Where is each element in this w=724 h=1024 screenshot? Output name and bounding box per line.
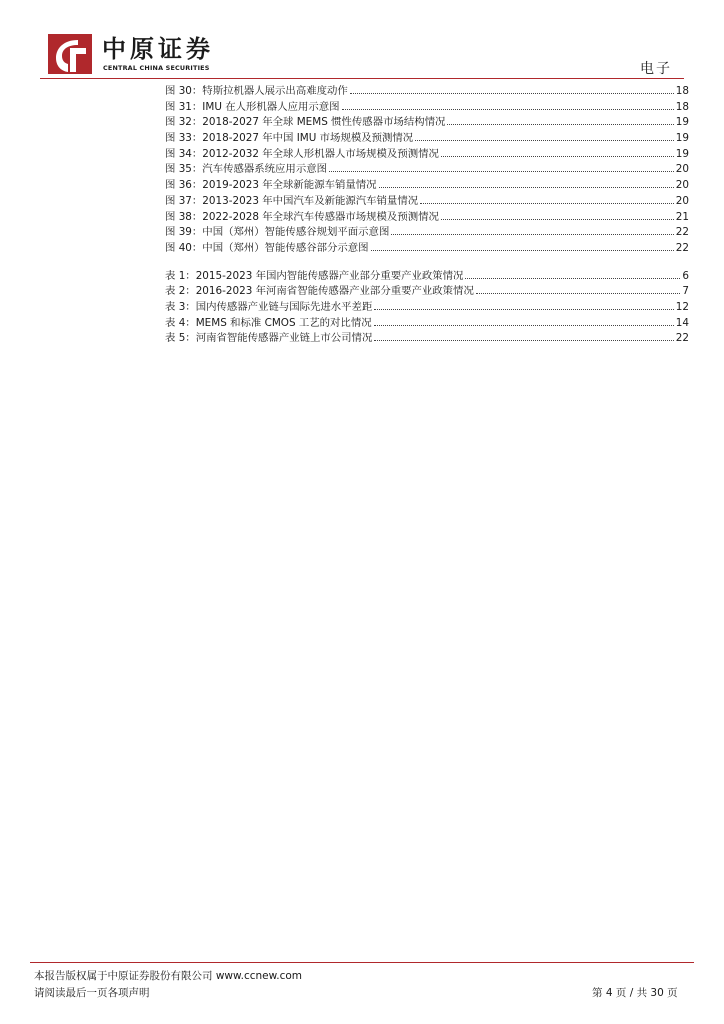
toc-entry-page: 6: [682, 269, 689, 282]
toc-entry-label: 图 33：2018-2027 年中国 IMU 市场规模及预测情况: [165, 132, 414, 145]
list-spacer: [165, 257, 689, 269]
toc-entry-label: 表 3：国内传感器产业链与国际先进水平差距: [165, 300, 373, 313]
toc-entry-label: 图 37：2013-2023 年中国汽车及新能源汽车销量情况: [165, 194, 419, 207]
toc-entry-label: 图 38：2022-2028 年全球汽车传感器市场规模及预测情况: [165, 210, 439, 223]
section-label: 电子: [640, 61, 672, 77]
dot-leader: [391, 234, 673, 235]
dot-leader: [371, 250, 674, 251]
toc-entry-label: 表 1：2015-2023 年国内智能传感器产业部分重要产业政策情况: [165, 269, 464, 282]
figure-entry[interactable]: [165, 84, 689, 100]
page-header: [0, 0, 724, 80]
toc-entry-page: 7: [682, 285, 689, 298]
logo-mark-icon: [48, 34, 92, 74]
figure-entry[interactable]: [165, 178, 689, 194]
dot-leader: [374, 309, 673, 310]
toc-entry-label: 图 30：特斯拉机器人展示出高难度动作: [165, 85, 348, 97]
dot-leader: [465, 278, 680, 279]
table-entry[interactable]: [165, 316, 689, 332]
logo-english-name: CENTRAL CHINA SECURITIES: [103, 64, 210, 72]
toc-entry-label: 图 36：2019-2023 年全球新能源车销量情况: [165, 179, 377, 192]
dot-leader: [420, 203, 674, 204]
dot-leader: [441, 219, 674, 220]
footer-left: [34, 968, 302, 1002]
table-list: [165, 269, 689, 347]
toc-entry-label: 图 32：2018-2027 年全球 MEMS 惯性传感器市场结构情况: [165, 116, 446, 129]
toc-entry-page: 22: [675, 332, 689, 345]
toc-entry-label: 图 40：中国（郑州）智能传感谷部分示意图: [165, 241, 369, 254]
toc-entry-page: 22: [675, 226, 689, 239]
toc-entry-page: 21: [675, 210, 689, 223]
page-indicator: 第 4 页 / 共 30 页: [592, 987, 678, 999]
company-logo: [48, 34, 238, 76]
figure-entry[interactable]: [165, 147, 689, 163]
toc-entry-page: 12: [675, 300, 689, 313]
toc-entry-page: 19: [675, 147, 689, 160]
toc-entry-label: 图 39：中国（郑州）智能传感谷规划平面示意图: [165, 226, 390, 239]
toc-entry-label: 表 5：河南省智能传感器产业链上市公司情况: [165, 332, 373, 345]
copyright-notice: 本报告版权属于中原证券股份有限公司 www.ccnew.com: [34, 970, 303, 982]
toc-entry-page: 22: [675, 241, 689, 254]
dot-leader: [447, 124, 673, 125]
dot-leader: [374, 340, 673, 341]
table-of-contents: [165, 84, 689, 347]
dot-leader: [374, 325, 674, 326]
table-entry[interactable]: [165, 284, 689, 300]
toc-entry-page: 20: [675, 163, 689, 176]
toc-entry-page: 19: [675, 116, 689, 129]
toc-entry-label: 表 2：2016-2023 年河南省智能传感器产业部分重要产业政策情况: [165, 285, 474, 298]
footer-divider: [30, 962, 694, 963]
figure-entry[interactable]: [165, 100, 689, 116]
header-divider: [40, 78, 684, 79]
disclaimer-notice: 请阅读最后一页各项声明: [34, 987, 150, 999]
dot-leader: [350, 93, 674, 94]
figure-entry[interactable]: [165, 131, 689, 147]
toc-entry-page: 19: [675, 132, 689, 145]
toc-entry-page: 14: [675, 316, 689, 329]
dot-leader: [441, 156, 674, 157]
toc-entry-label: 表 4：MEMS 和标准 CMOS 工艺的对比情况: [165, 316, 372, 329]
dot-leader: [415, 140, 674, 141]
figure-entry[interactable]: [165, 194, 689, 210]
dot-leader: [476, 293, 681, 294]
dot-leader: [342, 109, 674, 110]
table-entry[interactable]: [165, 300, 689, 316]
figure-entry[interactable]: [165, 241, 689, 257]
table-entry[interactable]: [165, 331, 689, 347]
toc-entry-label: 图 35：汽车传感器系统应用示意图: [165, 163, 327, 176]
table-entry[interactable]: [165, 269, 689, 285]
figure-entry[interactable]: [165, 225, 689, 241]
toc-entry-page: 20: [675, 194, 689, 207]
toc-entry-label: 图 31：IMU 在人形机器人应用示意图: [165, 100, 340, 113]
logo-chinese-name: 中原证券: [102, 34, 214, 63]
figure-entry[interactable]: [165, 162, 689, 178]
toc-entry-page: 20: [675, 179, 689, 192]
figure-entry[interactable]: [165, 115, 689, 131]
toc-entry-page: 18: [675, 85, 689, 97]
toc-entry-label: 图 34：2012-2032 年全球人形机器人市场规模及预测情况: [165, 147, 439, 160]
figure-list: [165, 84, 689, 257]
figure-entry[interactable]: [165, 210, 689, 226]
dot-leader: [329, 171, 674, 172]
dot-leader: [379, 187, 674, 188]
toc-entry-page: 18: [675, 100, 689, 113]
